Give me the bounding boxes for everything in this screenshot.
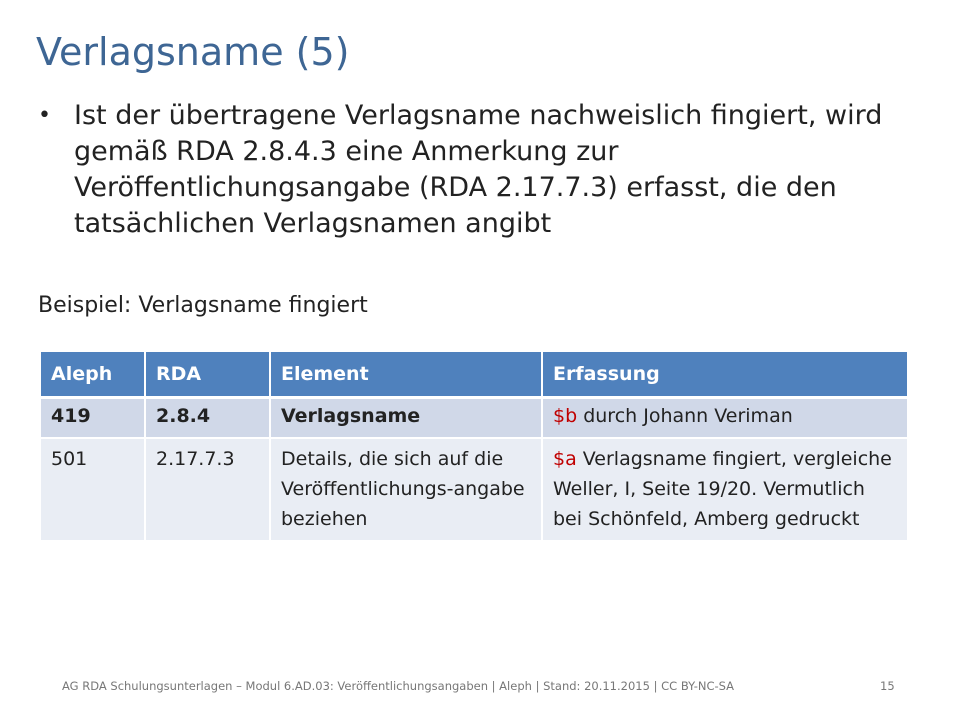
- bullet-item: [38, 98, 928, 242]
- subfield-code: $b: [553, 405, 578, 427]
- bullet-list: [38, 98, 928, 242]
- example-label: Beispiel: Verlagsname fingiert: [38, 293, 368, 318]
- page-number: 15: [880, 679, 895, 693]
- footer-text: AG RDA Schulungsunterlagen – Modul 6.AD.03: Veröffentlichungsangaben | Aleph | Stand: 20.11.2015 | CC BY-NC-SA: [62, 679, 735, 693]
- cell-rda: 2.17.7.3: [145, 438, 270, 541]
- header-erfassung: Erfassung: [542, 352, 908, 398]
- header-element: Element: [270, 352, 542, 398]
- subfield-code: $a: [553, 448, 577, 470]
- table-row: [41, 438, 908, 541]
- cell-element: Verlagsname: [270, 398, 542, 439]
- cell-aleph: 501: [41, 438, 145, 541]
- table-row: [41, 398, 908, 439]
- bullet-dot-icon: •: [38, 103, 51, 128]
- subfield-value: durch Johann Veriman: [577, 405, 793, 427]
- cell-erfassung: [542, 438, 908, 541]
- cell-aleph: 419: [41, 398, 145, 439]
- header-rda: RDA: [145, 352, 270, 398]
- header-aleph: Aleph: [41, 352, 145, 398]
- mapping-table: [41, 352, 909, 542]
- cell-element: Details, die sich auf die Veröffentlichungs-angabe beziehen: [270, 438, 542, 541]
- cell-erfassung: [542, 398, 908, 439]
- subfield-value: Verlagsname fingiert, vergleiche Weller, I, Seite 19/20. Vermutlich bei Schönfeld, Amberg gedruckt: [553, 448, 892, 530]
- cell-rda: 2.8.4: [145, 398, 270, 439]
- slide-title: Verlagsname (5): [36, 30, 350, 74]
- bullet-text: Ist der übertragene Verlagsname nachweislich fingiert, wird gemäß RDA 2.8.4.3 eine Anmerkung zur Veröffentlichungsangabe (RDA 2.17.7.3) erfasst, die den tatsächlichen Verlagsnamen angibt: [74, 100, 883, 239]
- table-header-row: [41, 352, 908, 398]
